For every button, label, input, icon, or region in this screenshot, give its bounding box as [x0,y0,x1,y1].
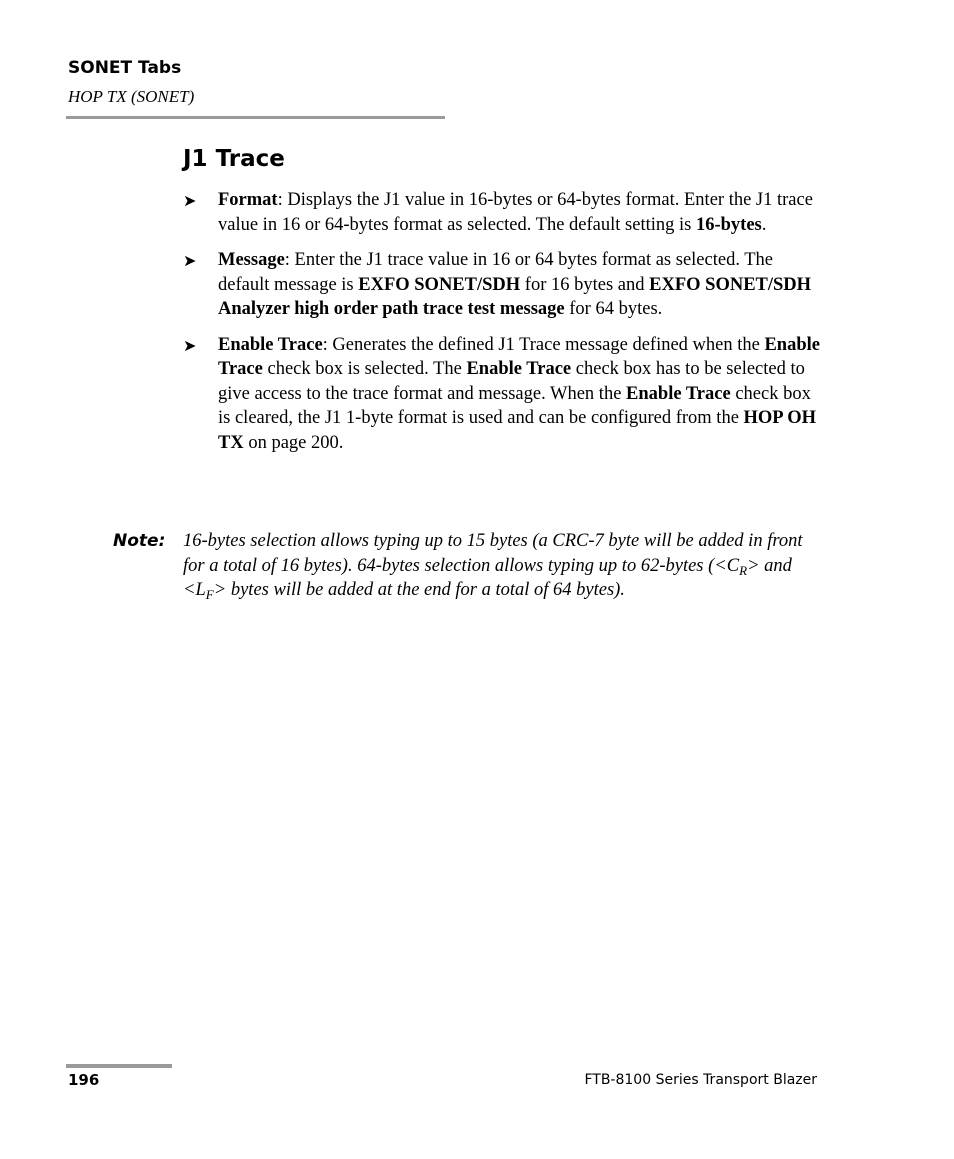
arrowhead-bullet-icon: ➤ [183,191,197,210]
bold-term: Enable Trace [218,334,820,379]
text-run: : Generates the defined J1 Trace message defined when the [322,334,765,355]
running-header-title: SONET Tabs [68,58,182,78]
running-header-subtitle: HOP TX (SONET) [68,87,195,106]
bold-term: Message [218,250,285,270]
bold-term: Format [218,190,278,210]
note-text-part: > and <L [183,555,792,600]
note-text [183,529,823,603]
footer-title: FTB-8100 Series Transport Blazer [584,1072,817,1088]
text-run: for 64 bytes. [564,299,663,319]
subscript-r: R [739,562,748,578]
note-text-part: 16-bytes selection allows typing up to 15 bytes (a CRC-7 byte will be added in front for a total of 16 bytes). 64-bytes selection allows typing up to 62-bytes (<C [183,531,803,576]
bullet-item-enable-trace [183,333,823,456]
text-run: check box is cleared, the J1 1-byte format is used and can be configured from the [218,383,811,428]
bold-term: EXFO SONET/SDH Analyzer high order path trace test message [218,274,812,319]
bold-term: Enable Trace [218,334,323,355]
note-block [113,529,823,603]
bold-term: Enable Trace [466,359,572,379]
note-label: Note: [113,531,166,551]
bullet-list [183,188,823,466]
header-rule [66,116,445,119]
section-title: J1 Trace [183,146,285,172]
bullet-text [218,335,820,453]
text-run: check box has to be selected to give access to the trace format and message. When the [218,359,805,404]
text-run: for 16 bytes and [520,274,650,295]
bullet-item-format [183,188,823,237]
subscript-f: F [205,587,214,602]
footer-rule [66,1064,172,1068]
text-run: check box is selected. The [262,359,467,379]
arrowhead-bullet-icon: ➤ [183,251,197,270]
text-run: : Enter the J1 trace value in 16 or 64 bytes format as selected. The default message is [218,250,773,295]
bold-term: 16-bytes [695,214,762,235]
bullet-text [218,250,811,319]
arrowhead-bullet-icon: ➤ [183,335,197,355]
bold-term: EXFO SONET/SDH [358,274,521,295]
page-number: 196 [68,1071,100,1089]
bullet-text [218,190,813,235]
text-run: . [761,214,767,235]
bullet-item-message [183,248,823,322]
bold-term: HOP OH TX [218,408,816,453]
text-run: : Displays the J1 value in 16-bytes or 64-bytes format. Enter the J1 trace value in 16 or 64-bytes format as selected. The default setting is [218,190,813,235]
text-run: on page 200. [243,432,344,453]
note-text-part: > bytes will be added at the end for a total of 64 bytes). [213,580,625,600]
bold-term: Enable Trace [626,383,731,404]
